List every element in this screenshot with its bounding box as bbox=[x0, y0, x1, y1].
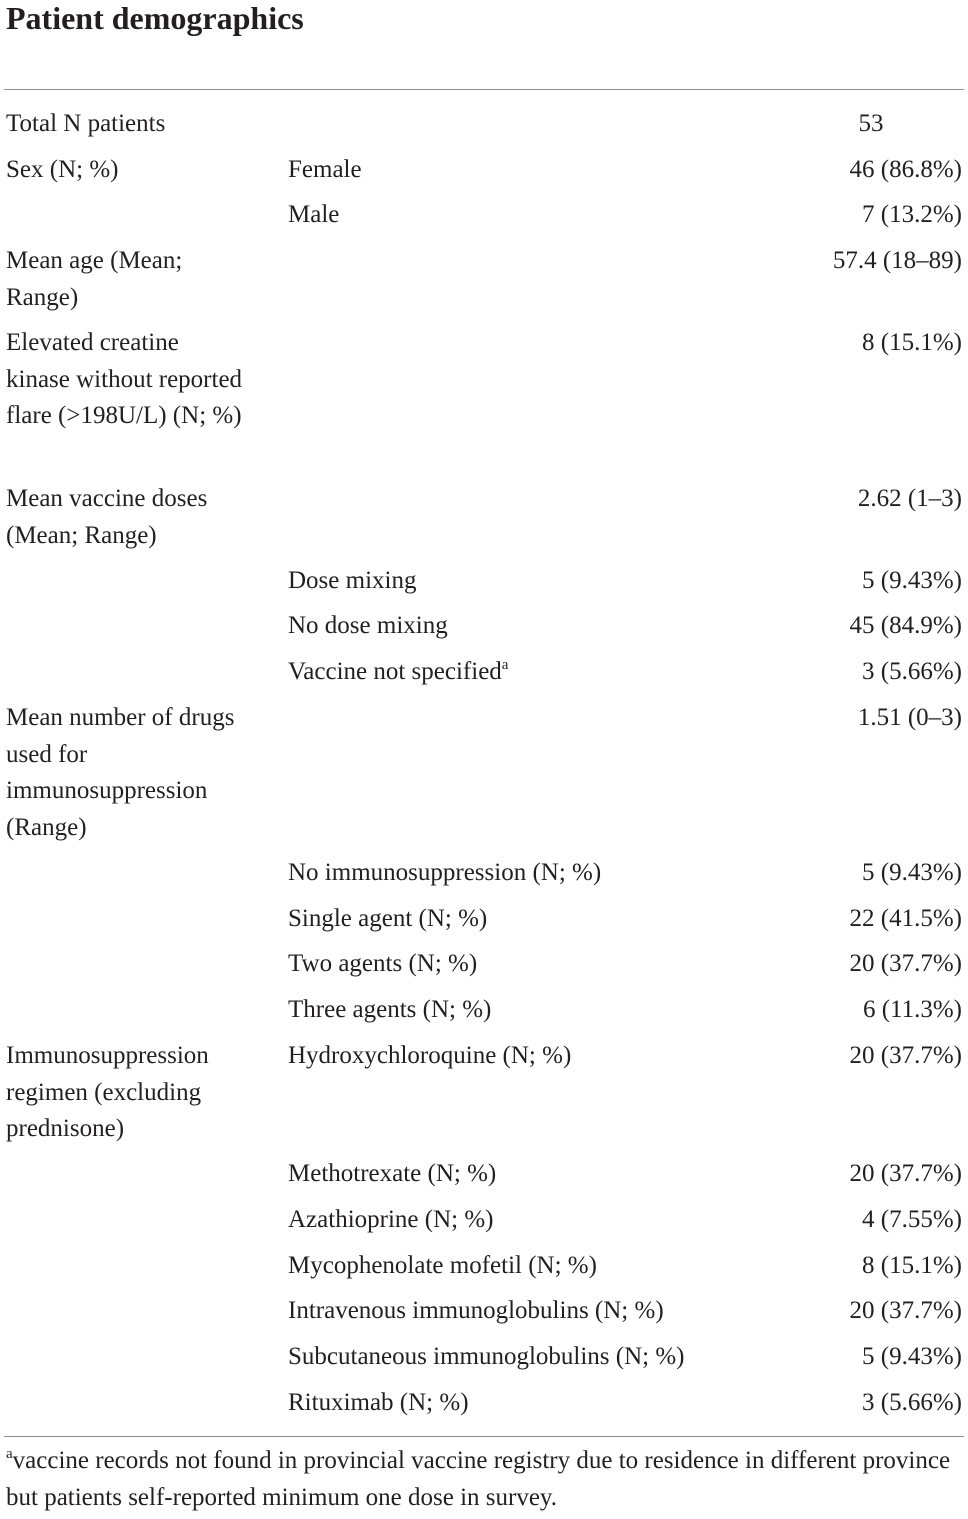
row-sublabel: Azathioprine (N; %) bbox=[288, 1206, 494, 1233]
footnote-marker: a bbox=[501, 657, 509, 673]
row-sublabel: Three agents (N; %) bbox=[288, 996, 492, 1023]
row-label: Total N patients bbox=[6, 110, 166, 137]
row-sublabel: Female bbox=[288, 156, 362, 183]
row-value: 22 (41.5%) bbox=[849, 905, 962, 932]
row-sublabel bbox=[288, 654, 508, 691]
row-value: 57.4 (18–89) bbox=[832, 247, 962, 274]
row-sublabel: Mycophenolate mofetil (N; %) bbox=[288, 1252, 597, 1279]
row-label: Mean vaccine doses (Mean; Range) bbox=[6, 485, 208, 549]
row-value: 45 (84.9%) bbox=[849, 612, 962, 639]
table-footnote bbox=[6, 1443, 964, 1516]
row-sublabel-text: Vaccine not specified bbox=[288, 658, 502, 685]
row-label: Mean age (Mean; Range) bbox=[6, 247, 183, 311]
top-rule bbox=[4, 89, 964, 90]
row-sublabel: Methotrexate (N; %) bbox=[288, 1160, 497, 1187]
row-value: 53 bbox=[858, 110, 884, 137]
row-value: 4 (7.55%) bbox=[862, 1206, 962, 1233]
table-title: Patient demographics bbox=[6, 0, 304, 36]
footnote-text: vaccine records not found in provincial vaccine registry due to residence in different province but patients self-reported minimum one dose in survey. bbox=[6, 1447, 951, 1511]
row-value: 8 (15.1%) bbox=[862, 1252, 962, 1279]
row-label: Immunosuppression regimen (excluding prednisone) bbox=[6, 1042, 209, 1142]
row-value: 5 (9.43%) bbox=[862, 567, 962, 594]
row-value: 20 (37.7%) bbox=[849, 1042, 962, 1069]
row-label: Sex (N; %) bbox=[6, 156, 119, 183]
row-label: Mean number of drugs used for immunosuppression (Range) bbox=[6, 704, 235, 841]
row-sublabel: No immunosuppression (N; %) bbox=[288, 859, 602, 886]
row-value: 5 (9.43%) bbox=[862, 859, 962, 886]
row-value: 3 (5.66%) bbox=[862, 658, 962, 685]
row-sublabel: Male bbox=[288, 201, 340, 228]
row-sublabel: Hydroxychloroquine (N; %) bbox=[288, 1042, 572, 1069]
row-sublabel: Subcutaneous immunoglobulins (N; %) bbox=[288, 1343, 685, 1370]
row-sublabel: Dose mixing bbox=[288, 567, 417, 594]
row-sublabel: Intravenous immunoglobulins (N; %) bbox=[288, 1297, 664, 1324]
row-sublabel: Rituximab (N; %) bbox=[288, 1389, 469, 1416]
row-value: 46 (86.8%) bbox=[849, 156, 962, 183]
row-value: 20 (37.7%) bbox=[849, 1160, 962, 1187]
row-value: 2.62 (1–3) bbox=[857, 485, 962, 512]
row-label: Elevated creatine kinase without reported flare (>198U/L) (N; %) bbox=[6, 329, 243, 429]
row-sublabel: No dose mixing bbox=[288, 612, 448, 639]
footnote-mark: a bbox=[6, 1446, 13, 1462]
row-value: 20 (37.7%) bbox=[849, 950, 962, 977]
bottom-rule bbox=[4, 1436, 964, 1437]
row-value: 8 (15.1%) bbox=[862, 329, 962, 356]
row-value: 1.51 (0–3) bbox=[857, 704, 962, 731]
row-value: 7 (13.2%) bbox=[862, 201, 962, 228]
row-value: 5 (9.43%) bbox=[862, 1343, 962, 1370]
row-value: 6 (11.3%) bbox=[862, 996, 962, 1023]
row-sublabel: Two agents (N; %) bbox=[288, 950, 478, 977]
row-value: 3 (5.66%) bbox=[862, 1389, 962, 1416]
row-value: 20 (37.7%) bbox=[849, 1297, 962, 1324]
row-sublabel: Single agent (N; %) bbox=[288, 905, 488, 932]
